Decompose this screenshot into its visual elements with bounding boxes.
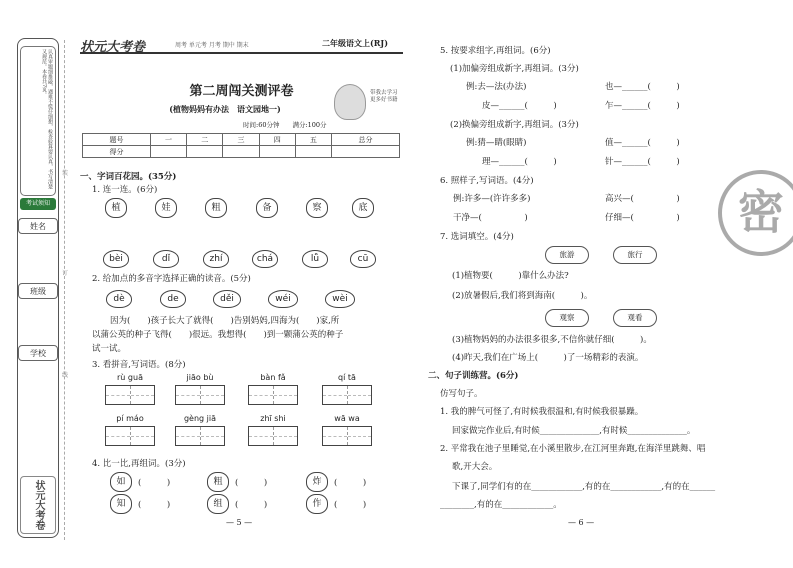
- writing-grid[interactable]: [322, 385, 372, 405]
- q3-pinyin: qí tā: [338, 373, 356, 382]
- page-number-left: — 5 —: [226, 518, 253, 527]
- pinyin-apple[interactable]: zhí: [203, 250, 229, 268]
- page-title: 第二周闯关测评卷: [189, 84, 294, 99]
- section-1-heading: 一、字词百花园。(35分): [80, 172, 177, 182]
- writing-grid[interactable]: [248, 385, 298, 405]
- q6-line[interactable]: 干净—( ): [453, 213, 528, 223]
- score-header: 二: [187, 134, 223, 146]
- pinyin-apple[interactable]: lǚ: [302, 250, 328, 268]
- q3-pinyin: gèng jiā: [183, 414, 217, 423]
- sentence-1: 1. 我的脾气可怪了,有时候我很温和,有时候我很暴躁。: [440, 407, 644, 417]
- pinyin-apple[interactable]: chá: [252, 250, 278, 268]
- cut-label: 线: [62, 372, 69, 379]
- q6-prompt: 6. 照样子,写词语。(4分): [440, 176, 534, 186]
- q4-prompt: 4. 比一比,再组词。(3分): [92, 459, 186, 469]
- sentence-2-fill[interactable]: ________,有的在____________。: [440, 500, 562, 510]
- q5-2-line: 例:猜—睛(眼睛): [466, 138, 527, 148]
- header-exam-types: 周考 单元考 月考 期中 期末: [175, 42, 249, 49]
- char-flower[interactable]: 植: [105, 198, 127, 218]
- q7-sentence[interactable]: (1)植物要( )靠什么办法?: [452, 271, 569, 281]
- score-row-label: 得分: [83, 146, 151, 158]
- q6-line[interactable]: 仔细—( ): [605, 213, 680, 223]
- q4-blank[interactable]: ( ): [235, 500, 268, 510]
- exam-notice: 认真审题细推敲，遇难不慌仔细想，检查验算要认真，书写清楚又规范。本卷共7页。: [20, 46, 56, 196]
- q5-prompt: 5. 按要求组字,再组词。(6分): [440, 46, 551, 56]
- sentence-1-fill[interactable]: 回家做完作业后,有时候______________,有时候______________。: [452, 426, 696, 436]
- q7-sentence[interactable]: (4)昨天,我们在广场上( )了一场精彩的表演。: [452, 353, 644, 363]
- cut-line: [64, 40, 65, 540]
- compare-char: 炸: [306, 472, 328, 492]
- char-flower[interactable]: 粗: [205, 198, 227, 218]
- sentence-2-fill[interactable]: 下课了,同学们有的在____________,有的在____________,有的在______: [452, 482, 716, 492]
- score-header: 五: [295, 134, 331, 146]
- q3-prompt: 3. 看拼音,写词语。(8分): [92, 360, 186, 370]
- q4-blank[interactable]: ( ): [334, 478, 367, 488]
- name-field[interactable]: 姓名: [18, 218, 58, 234]
- page-subtitle: (植物妈妈有办法 语文园地一): [169, 104, 281, 114]
- q5-1-prompt: (1)加偏旁组成新字,再组词。(3分): [450, 64, 579, 74]
- q5-2-line[interactable]: 值—______( ): [605, 138, 680, 148]
- q7-prompt: 7. 选词填空。(4分): [440, 232, 514, 242]
- pinyin-apple[interactable]: děi: [213, 290, 241, 308]
- q3-pinyin: bàn fǎ: [260, 373, 286, 382]
- header-divider: [80, 52, 403, 54]
- score-cell[interactable]: [223, 146, 259, 158]
- time-score-info: 时间:60分钟 满分:100分: [243, 121, 327, 129]
- q4-blank[interactable]: ( ): [235, 478, 268, 488]
- pinyin-apple[interactable]: bèi: [103, 250, 129, 268]
- score-cell[interactable]: [295, 146, 331, 158]
- pinyin-apple[interactable]: dǐ: [153, 250, 179, 268]
- writing-grid[interactable]: [105, 385, 155, 405]
- q4-blank[interactable]: ( ): [334, 500, 367, 510]
- compare-char: 知: [110, 494, 132, 514]
- writing-grid[interactable]: [248, 426, 298, 446]
- compare-char: 如: [110, 472, 132, 492]
- page-number-right: — 6 —: [568, 518, 595, 527]
- q5-2-prompt: (2)换偏旁组成新字,再组词。(3分): [450, 120, 579, 130]
- pinyin-apple[interactable]: de: [160, 290, 186, 308]
- pinyin-apple[interactable]: dè: [106, 290, 132, 308]
- q5-2-line[interactable]: 理—______( ): [482, 157, 557, 167]
- char-flower[interactable]: 察: [306, 198, 328, 218]
- side-logo: 状元大考卷: [20, 476, 56, 534]
- header-grade: 二年级语文上(RJ): [322, 38, 389, 48]
- score-header: 一: [150, 134, 186, 146]
- q5-1-line: 例:去—法(办法): [466, 82, 527, 92]
- score-cell[interactable]: [259, 146, 295, 158]
- q4-blank[interactable]: ( ): [138, 500, 171, 510]
- q7-sentence[interactable]: (3)植物妈妈的办法很多很多,不信你就仔细( )。: [452, 335, 652, 345]
- compare-char: 作: [306, 494, 328, 514]
- q2-text: 试一试。: [92, 344, 127, 354]
- score-header: 题号: [83, 134, 151, 146]
- q3-pinyin: rù guā: [117, 373, 143, 382]
- pinyin-apple[interactable]: wéi: [268, 290, 298, 308]
- score-header: 总分: [332, 134, 400, 146]
- q3-pinyin: wā wa: [334, 414, 360, 423]
- section-2-heading: 二、句子训练营。(6分): [428, 371, 519, 381]
- q2-prompt: 2. 给加点的多音字选择正确的读音。(5分): [92, 274, 251, 284]
- compare-char: 组: [207, 494, 229, 514]
- score-table: [82, 133, 400, 158]
- writing-grid[interactable]: [105, 426, 155, 446]
- word-cloud: 旅游: [545, 246, 589, 264]
- school-field[interactable]: 学校: [18, 345, 58, 361]
- q7-sentence[interactable]: (2)放暑假后,我们将到海南( )。: [452, 291, 593, 301]
- score-cell[interactable]: [332, 146, 400, 158]
- q5-1-line[interactable]: 也—______( ): [605, 82, 680, 92]
- score-cell[interactable]: [187, 146, 223, 158]
- score-header: 三: [223, 134, 259, 146]
- q2-text: 因为( )孩子长大了就得( )告别妈妈,四海为( )家,所: [110, 316, 340, 326]
- q6-line: 例:许多—(许许多多): [453, 194, 531, 204]
- score-header: 四: [259, 134, 295, 146]
- sentence-2: 2. 平常我在池子里睡觉,在小溪里散步,在江河里奔跑,在海洋里跳舞、唱: [440, 444, 706, 454]
- q5-1-line[interactable]: 皮—______( ): [482, 101, 557, 111]
- writing-grid[interactable]: [322, 426, 372, 446]
- writing-grid[interactable]: [175, 426, 225, 446]
- header-logo: 状元大考卷: [80, 40, 146, 55]
- word-cloud: 观看: [613, 309, 657, 327]
- secret-seal-stamp: 密: [718, 170, 793, 256]
- q3-pinyin: pí máo: [116, 414, 144, 423]
- word-cloud: 观察: [545, 309, 589, 327]
- char-flower[interactable]: 底: [352, 198, 374, 218]
- pinyin-apple[interactable]: cū: [350, 250, 376, 268]
- q4-blank[interactable]: ( ): [138, 478, 171, 488]
- q2-text: 以蒲公英的种子飞得( )很远。我想得( )到一颗蒲公英的种子: [92, 330, 344, 340]
- cut-label: 装: [62, 170, 69, 177]
- word-cloud: 旅行: [613, 246, 657, 264]
- q5-2-line[interactable]: 针—______( ): [605, 157, 680, 167]
- section-2-sub: 仿写句子。: [440, 389, 483, 399]
- class-field[interactable]: 班级: [18, 283, 58, 299]
- cut-label: 订: [62, 270, 69, 277]
- score-cell[interactable]: [150, 146, 186, 158]
- writing-grid[interactable]: [175, 385, 225, 405]
- q6-line[interactable]: 高兴—( ): [605, 194, 680, 204]
- compare-char: 粗: [207, 472, 229, 492]
- notice-badge: 考试须知: [20, 198, 56, 210]
- char-flower[interactable]: 备: [256, 198, 278, 218]
- q1-prompt: 1. 连一连。(6分): [92, 185, 158, 195]
- mascot-bubble: 带我去学习 更多好书籍: [370, 90, 398, 103]
- q3-pinyin: zhī shi: [260, 414, 286, 423]
- char-flower[interactable]: 娃: [155, 198, 177, 218]
- q3-pinyin: jiāo bù: [186, 373, 214, 382]
- q5-1-line[interactable]: 乍—______( ): [605, 101, 680, 111]
- pinyin-apple[interactable]: wèi: [325, 290, 355, 308]
- mascot-icon: [334, 84, 366, 120]
- sentence-2: 歌,开大会。: [452, 462, 498, 472]
